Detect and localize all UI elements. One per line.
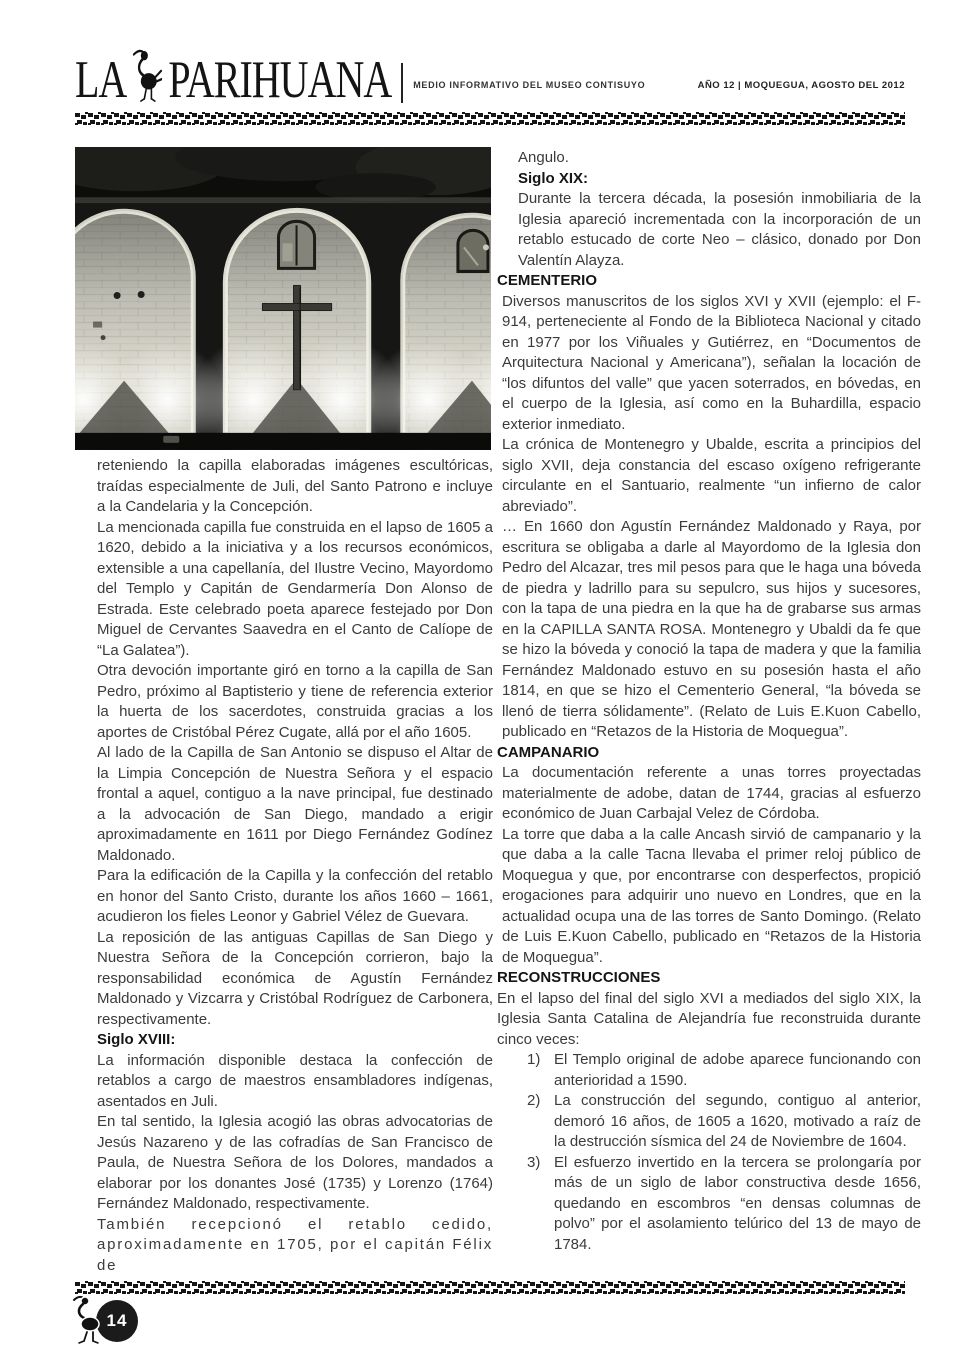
article-paragraph: También recepcionó el retablo cedido, aproximadamente en 1705, por el capitán Félix de <box>97 1215 493 1274</box>
footer-emblem <box>70 1292 160 1352</box>
article-paragraph: Para la edificación de la Capilla y la confección del retablo en honor del Santo Cristo, durante los años 1660 – 1661, acudieron los fieles Leonor y Gabriel Vélez de Guevara. <box>97 867 493 925</box>
list-item-number: 2) <box>527 1092 541 1109</box>
parihuana-bird-icon <box>70 1292 104 1344</box>
article-paragraph: … En 1660 don Agustín Fernández Maldonado y Raya, por escritura se obligaba a darle al Mayordomo de la Iglesia don Pedro del Alcazar, tres mil pesos para que le haga una bóveda de piedra y ladrillo para su sepulcro, sus hijos y sucesores, con la tapa de una piedra en la que ha de grabarse sus armas en la CAPILLA SANTA ROSA. Montenegro y Ubaldi da fe que se hizo la bóveda y conoció la tapa de madera y que la familia Fernández Maldonado estuvo en su posesión hasta el año 1814, en que se hizo el Cementerio General, “la bóveda se llenó de tierra sólidamente”. (Relato de Luis E.Kuon Cabello, publicado en “Retazos de la Historia de Moquegua”. <box>502 518 921 740</box>
article-paragraph: La crónica de Montenegro y Ubalde, escrita a principios del siglo XVII, deja constancia del escaso oxígeno refrigerante circulante en el Santuario, realmente “un infierno de calor abreviado”. <box>502 436 921 515</box>
publication-tagline: MEDIO INFORMATIVO DEL MUSEO CONTISUYO <box>413 80 646 90</box>
list-item-text: El esfuerzo invertido en la tercera se prolongaría por más de un siglo de labor constructiva desde 1656, quedando en escombros “en densas columnas de polvo” por el asolamiento telúrico del 13 de mayo de 1784. <box>554 1153 921 1253</box>
andean-border-bottom <box>75 1281 905 1295</box>
logo-word-la: LA <box>75 49 127 109</box>
subheading-siglo-xix: Siglo XIX: <box>518 169 589 187</box>
article-paragraph: Al lado de la Capilla de San Antonio se dispuso el Altar de la Limpia Concepción de Nuestra Señora y el espacio frontal a aquel, contiguo a la nave principal, fue destinado a la advocación de San Diego, mandado a erigir aproximadamente en 1611 por Diego Fernández Godínez Maldonado. <box>97 744 493 864</box>
section-heading-reconstrucciones: RECONSTRUCCIONES <box>497 969 661 986</box>
article-paragraph: La documentación referente a unas torres proyectadas materialmente de adobe, datan de 1744, gracias al esfuerzo económico de Juan Carbajal Velez de Córdoba. <box>502 764 921 822</box>
list-item-text: La construcción del segundo, contiguo al anterior, demoró 16 años, de 1605 a 1620, motivado a raíz de la destrucción sísmica del 24 de Noviembre de 1604. <box>554 1092 921 1150</box>
reconstruction-list <box>497 1050 921 1255</box>
article-paragraph: Durante la tercera década, la posesión inmobiliaria de la Iglesia apareció incrementada con la incorporación de un retablo estucado de corte Neo – clásico, donado por Don Valentín Alayza. <box>518 190 921 269</box>
issue-info: AÑO 12 | MOQUEGUA, AGOSTO DEL 2012 <box>697 79 905 91</box>
subheading-siglo-xviii: Siglo XVIII: <box>97 1031 176 1048</box>
left-column <box>97 456 493 1276</box>
page-number: 14 <box>106 1311 128 1330</box>
list-item <box>527 1153 921 1256</box>
parihuana-bird-icon <box>132 45 162 103</box>
andean-border-top <box>75 112 905 126</box>
section-heading-campanario: CAMPANARIO <box>497 743 600 761</box>
article-paragraph: Angulo. <box>518 149 569 166</box>
publication-logo <box>75 45 392 109</box>
article-paragraph: La información disponible destaca la confección de retablos a cargo de maestros ensambladores indígenas, asentados en Juli. <box>97 1051 493 1110</box>
article-paragraph: Diversos manuscritos de los siglos XVI y XVII (ejemplo: el F-914, perteneciente al Fondo de la Biblioteca Nacional y citado en 1977 por los Viñuales y Gutiérrez, en “Documentos de Arquitectura Nacional y Americana”), señalan la locación de “los difuntos del valle” que yacen soterrados, en bóvedas, en el cuerpo de la Iglesia, así como en la Buhardilla, espacio exterior inmediato. <box>502 292 921 433</box>
right-column <box>497 148 921 1255</box>
article-paragraph: En el lapso del final del siglo XVI a mediados del siglo XIX, la Iglesia Santa Catalina de Alejandría fue reconstruida durante cinco veces: <box>497 989 921 1048</box>
article-paragraph: Otra devoción importante giró en torno a la capilla de San Pedro, próximo al Baptisterio y tiene de referencia exterior la huerta de los sacerdotes, construida gracias a los aportes de Cristóbal Pérez Cugate, allá por el año 1605. <box>97 662 493 741</box>
article-paragraph: En tal sentido, la Iglesia acogió las obras advocatorias de Jesús Nazareno y de las cofradías de San Francisco de Paula, de Nuestra Señora de los Dolores, mandados a elaborar por los donantes José (1735) y Lorenzo (1764) Fernández Maldonado, respectivamente. <box>97 1113 493 1212</box>
section-heading-cementerio: CEMENTERIO <box>497 272 598 289</box>
continuation-block <box>497 148 921 271</box>
logo-word-parihuana: PARIHUANA <box>168 49 392 109</box>
article-paragraph: La mencionada capilla fue construida en el lapso de 1605 a 1620, debido a la iniciativa y a los recursos económicos, extensible a una capellanía, del Ilustre Vecino, Mayordomo del Templo y Capitán de Gendarmería Don Alonso de Estrada. Este celebrado poeta aparece festejado por Don Miguel de Cervantes Saavedra en el Canto de Calíope de “La Galatea”). <box>97 518 493 659</box>
logo-divider <box>401 63 403 103</box>
masthead <box>75 49 905 114</box>
list-item <box>527 1091 921 1153</box>
article-paragraph: La reposición de las antiguas Capillas de San Diego y Nuestra Señora de la Concepción corrieron, bajo la responsabilidad económica de Agustín Fernández Maldonado y Vizcarra y Cristóbal Rodríguez de Carbonera, respectivamente. <box>97 928 493 1028</box>
list-item-number: 3) <box>527 1153 541 1171</box>
article-paragraph: reteniendo la capilla elaboradas imágenes escultóricas, traídas especialmente de Juli, del Santo Patrono e incluye a la Candelaria y la Concepción. <box>97 457 493 515</box>
church-arches-night-photo <box>75 147 491 450</box>
article-paragraph: La torre que daba a la calle Ancash sirvió de campanario y la que daba a la calle Tacna llevaba el primer reloj público de Moquegua y que, por encontrarse con desperfectos, propició erogaciones para adquirir uno nuevo en Londres, que en la actualidad ocupa una de las torres de Santo Domingo. (Relato de Luis E.Kuon Cabello, publicado en “Retazos de la Historia de Moquegua”. <box>502 825 921 966</box>
list-item-number: 1) <box>527 1051 541 1068</box>
list-item-text: El Templo original de adobe aparece funcionando con anterioridad a 1590. <box>554 1051 921 1089</box>
list-item <box>527 1050 921 1091</box>
